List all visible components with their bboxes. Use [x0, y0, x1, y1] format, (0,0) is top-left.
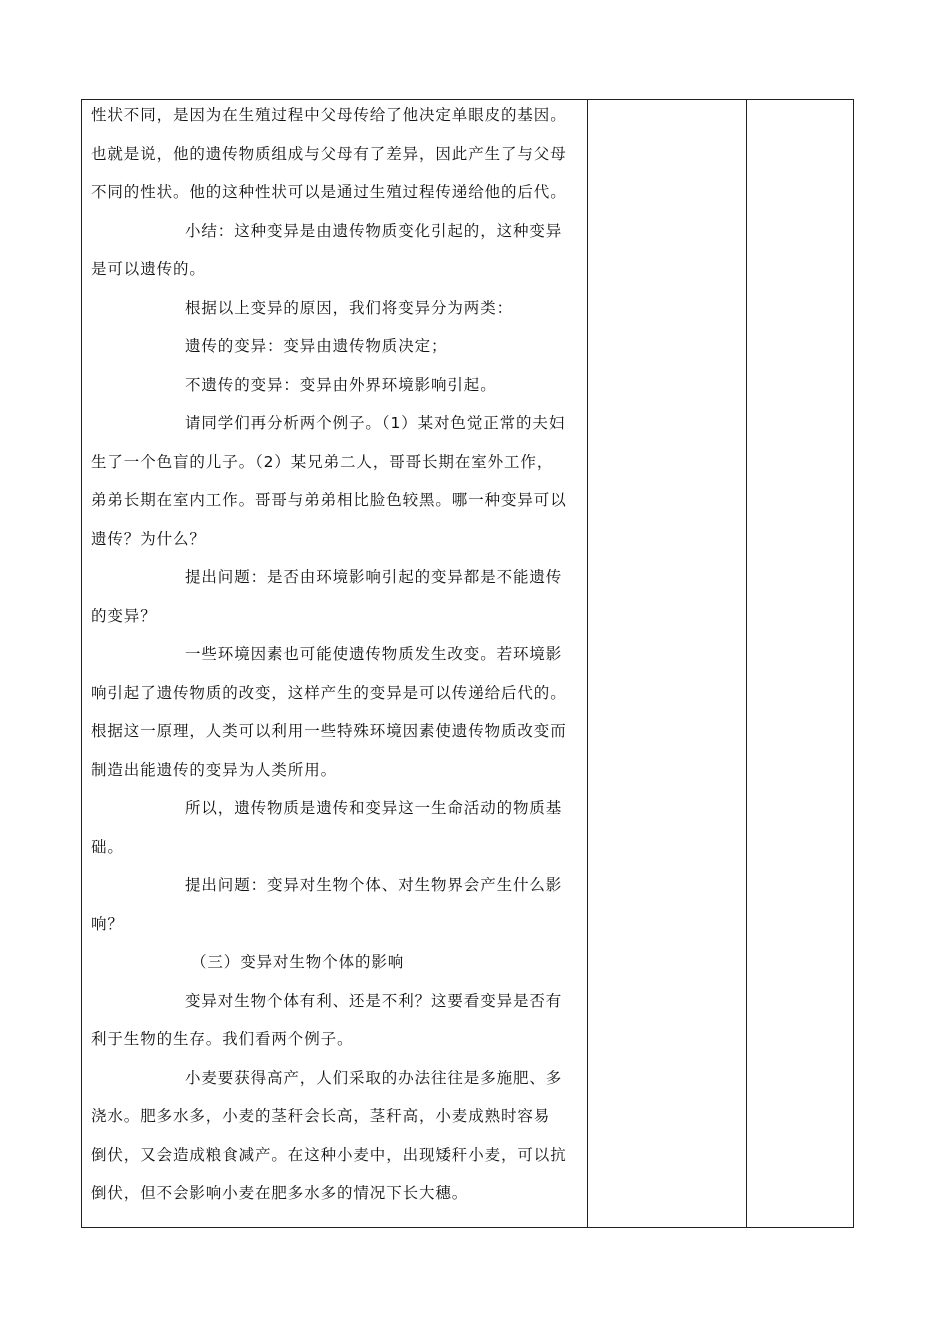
- text-line: 一些环境因素也可能使遗传物质发生改变。若环境影: [185, 645, 563, 663]
- text-line: 倒伏，但不会影响小麦在肥多水多的情况下长大穗。: [91, 1184, 469, 1202]
- text-line: 浇水。肥多水多，小麦的茎秆会长高，茎秆高，小麦成熟时容易: [91, 1107, 551, 1125]
- text-line: 生了一个色盲的儿子。（2）某兄弟二人，哥哥长期在室外工作，: [91, 452, 554, 471]
- column-divider-2: [746, 100, 747, 1227]
- text-line: 利于生物的生存。我们看两个例子。: [91, 1030, 354, 1048]
- main-text-column: [91, 100, 581, 1217]
- text-line: 的变异？: [91, 606, 157, 625]
- paragraph: [91, 1063, 581, 1217]
- paragraph: [91, 793, 581, 870]
- paragraph: [91, 331, 581, 370]
- text-line: 不遗传的变异：变异由外界环境影响引起。: [185, 375, 497, 394]
- text-line: 根据以上变异的原因，我们将变异分为两类：: [185, 298, 514, 317]
- text-line: 也就是说，他的遗传物质组成与父母有了差异，因此产生了与父母: [91, 144, 567, 163]
- text-line: 遗传的变异：变异由遗传物质决定；: [185, 337, 448, 355]
- text-line: 根据这一原理，人类可以利用一些特殊环境因素使遗传物质改变而: [91, 722, 567, 740]
- column-divider-1: [587, 100, 588, 1227]
- section-heading: [91, 947, 581, 986]
- text-line: 所以，遗传物质是遗传和变异这一生命活动的物质基: [185, 799, 563, 817]
- paragraph: [91, 408, 581, 562]
- text-line: 小结：这种变异是由遗传物质变化引起的，这种变异: [185, 221, 563, 240]
- text-line: 性状不同，是因为在生殖过程中父母传给了他决定单眼皮的基因。: [91, 106, 567, 124]
- text-line: 是可以遗传的。: [91, 260, 206, 278]
- paragraph: [91, 986, 581, 1063]
- text-line: 遗传？为什么？: [91, 529, 206, 548]
- text-line: 弟弟长期在室内工作。哥哥与弟弟相比脸色较黑。哪一种变异可以: [91, 491, 567, 509]
- text-line: 制造出能遗传的变异为人类所用。: [91, 760, 338, 779]
- text-line: 不同的性状。他的这种性状可以是通过生殖过程传递给他的后代。: [91, 183, 567, 201]
- paragraph: [91, 639, 581, 793]
- text-line: 响？: [91, 914, 124, 933]
- text-line: 倒伏，又会造成粮食减产。在这种小麦中，出现矮秆小麦，可以抗: [91, 1145, 567, 1164]
- text-line: 请同学们再分析两个例子。（1）某对色觉正常的夫妇: [185, 414, 566, 432]
- paragraph: [91, 100, 581, 216]
- text-line: 提出问题：变异对生物个体、对生物界会产生什么影: [185, 876, 563, 894]
- text-line: 小麦要获得高产，人们采取的办法往往是多施肥、多: [185, 1068, 563, 1087]
- lesson-plan-table: [81, 99, 854, 1228]
- text-line: （三）变异对生物个体的影响: [191, 953, 405, 971]
- paragraph: [91, 293, 581, 332]
- text-line: 响引起了遗传物质的改变，这样产生的变异是可以传递给后代的。: [91, 683, 567, 702]
- paragraph: [91, 870, 581, 947]
- text-line: 变异对生物个体有利、还是不利？这要看变异是否有: [185, 991, 563, 1010]
- text-line: 础。: [91, 837, 124, 856]
- paragraph: [91, 562, 581, 639]
- text-line: 提出问题：是否由环境影响引起的变异都是不能遗传: [185, 568, 563, 586]
- paragraph: [91, 216, 581, 293]
- paragraph: [91, 370, 581, 409]
